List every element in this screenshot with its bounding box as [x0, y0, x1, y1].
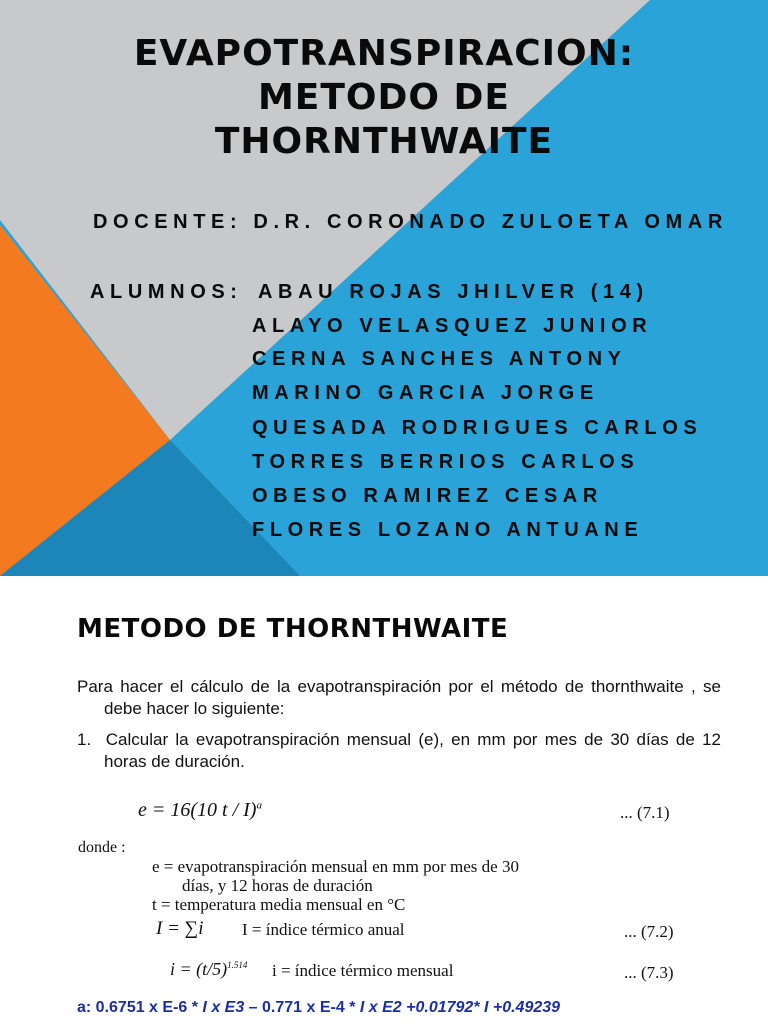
student-name: CERNA SANCHES ANTONY: [252, 348, 627, 370]
definition-I: I = índice térmico anual: [242, 920, 405, 939]
exponent-formula-part-4: I x E2 +0.01792* I +0.49239: [359, 999, 561, 1016]
student-name: QUESADA RODRIGUES CARLOS: [252, 417, 703, 439]
formula-7-1-exponent: a: [256, 799, 262, 812]
intro-paragraph: [77, 676, 721, 720]
formula-image: [76, 781, 696, 1001]
intro-text: Para hacer el cálculo de la evapotranspiración por el método de thornthwaite , se debe hacer lo siguiente:: [77, 677, 721, 718]
title-line-2: METODO DE: [257, 77, 511, 118]
exponent-formula-part-3: – 0.771 x E-4 *: [244, 999, 360, 1016]
formula-7-1-body: e = 16(10 t / I): [138, 799, 257, 821]
exponent-formula: [77, 999, 560, 1017]
step-1-number: 1.: [77, 730, 92, 749]
section-heading: METODO DE THORNTHWAITE: [77, 614, 509, 644]
formula-7-2-ref: ... (7.2): [624, 922, 674, 941]
formula-7-3-body: i = (t/5): [170, 959, 228, 979]
step-1: [77, 729, 721, 773]
method-slide: [0, 576, 768, 1024]
formula-7-1-ref: ... (7.1): [620, 803, 670, 822]
formula-7-3: [170, 959, 247, 980]
student-name: MARINO GARCIA JORGE: [252, 382, 599, 404]
formula-7-2: I = ∑i: [156, 918, 204, 939]
definition-i: i = índice térmico mensual: [272, 961, 454, 980]
definition-t: t = temperatura media mensual en °C: [152, 895, 406, 914]
step-1-text-wrap: [77, 729, 721, 773]
page-title: [0, 32, 768, 164]
student-name: ALAYO VELASQUEZ JUNIOR: [252, 315, 653, 337]
student-name: TORRES BERRIOS CARLOS: [252, 451, 640, 473]
student-name: FLORES LOZANO ANTUANE: [252, 519, 644, 541]
donde-label: donde :: [78, 839, 126, 856]
title-line-1: EVAPOTRANSPIRACION:: [133, 33, 635, 74]
definition-e: e = evapotranspiración mensual en mm por mes de 30: [152, 857, 519, 876]
title-line-3: THORNTHWAITE: [214, 121, 554, 162]
step-1-text: Calcular la evapotranspiración mensual (e), en mm por mes de 30 días de 12 horas de duración.: [104, 730, 722, 771]
docente-label: DOCENTE: D.R. CORONADO ZULOETA OMAR: [93, 211, 728, 233]
exponent-formula-part-2: I x E3: [202, 999, 245, 1016]
formula-7-1: [138, 799, 262, 822]
student-name: OBESO RAMIREZ CESAR: [252, 485, 603, 507]
alumnos-label: ALUMNOS:: [90, 281, 243, 303]
formula-7-3-ref: ... (7.3): [624, 963, 674, 982]
student-name: ABAU ROJAS JHILVER (14): [258, 281, 649, 303]
definition-e-continued: días, y 12 horas de duración: [182, 876, 373, 895]
exponent-formula-part-1: a: 0.6751 x E-6 *: [77, 999, 203, 1016]
formula-7-3-exponent: 1.514: [227, 960, 248, 970]
